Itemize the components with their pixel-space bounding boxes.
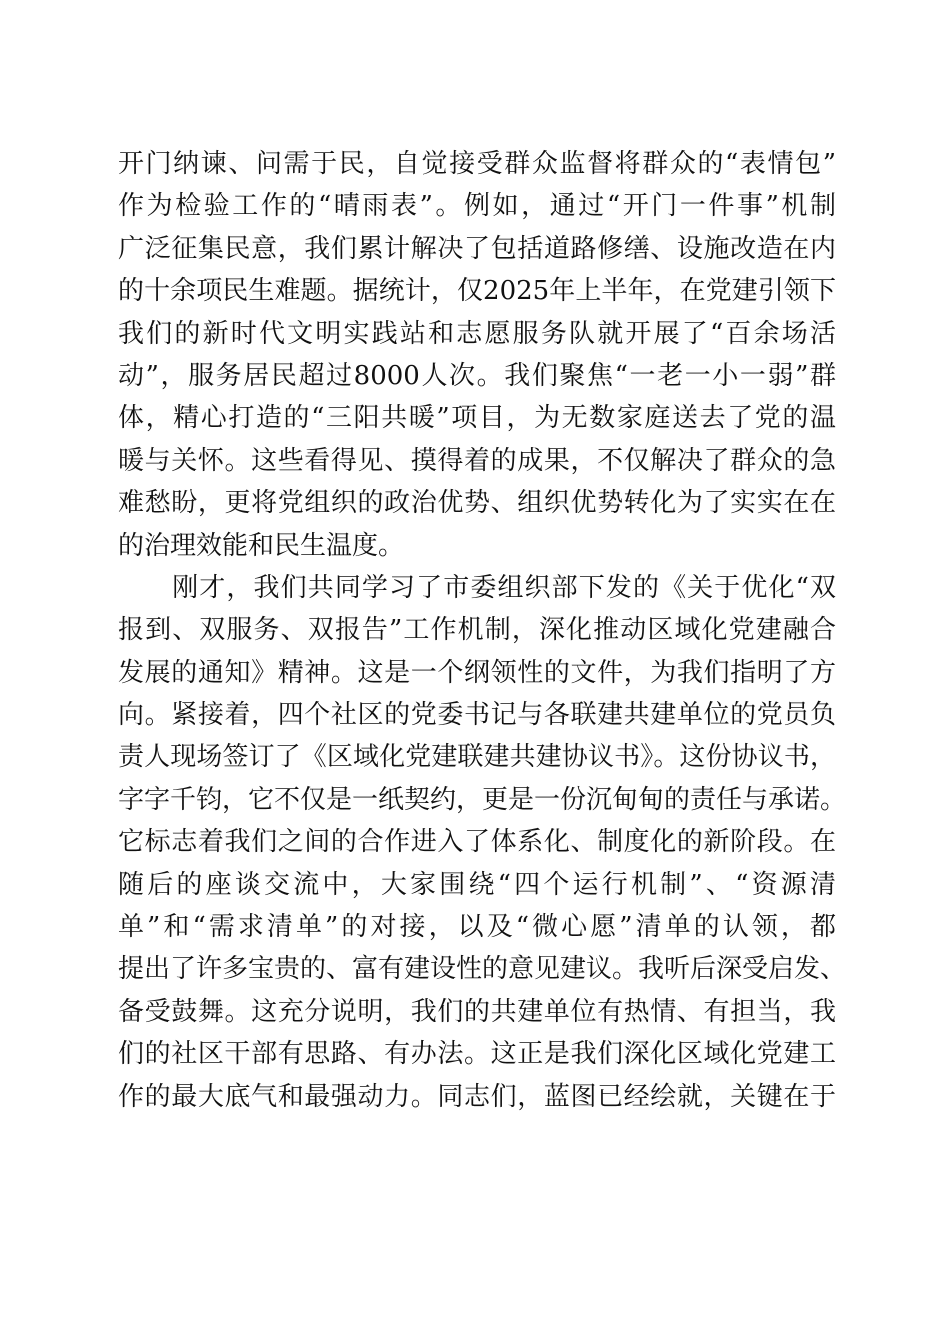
paragraph-line: 的十余项民生难题。据统计，仅2025年上半年，在党建引领下 — [118, 276, 836, 307]
paragraph-line: 刚才，我们共同学习了市委组织部下发的《关于优化“双 — [118, 572, 836, 603]
paragraph-line: 作为检验工作的“晴雨表”。例如，通过“开门一件事”机制 — [118, 191, 836, 222]
paragraph-line: 发展的通知》精神。这是一个纲领性的文件，为我们指明了方 — [118, 657, 836, 688]
document-body — [118, 143, 847, 1118]
paragraph-line: 向。紧接着，四个社区的党委书记与各联建共建单位的党员负 — [118, 700, 836, 731]
paragraph-line: 它标志着我们之间的合作进入了体系化、制度化的新阶段。在 — [118, 827, 836, 858]
paragraph-line: 单”和“需求清单”的对接，以及“微心愿”清单的认领，都 — [118, 912, 836, 943]
paragraph-2 — [118, 567, 847, 1118]
paragraph-line: 广泛征集民意，我们累计解决了包括道路修缮、设施改造在内 — [118, 233, 836, 264]
paragraph-line: 报到、双服务、双报告”工作机制，深化推动区域化党建融合 — [118, 615, 836, 646]
paragraph-line: 开门纳谏、问需于民，自觉接受群众监督将群众的“表情包” — [118, 149, 836, 179]
paragraph-line: 的治理效能和民生温度。 — [118, 530, 405, 561]
paragraph-line: 我们的新时代文明实践站和志愿服务队就开展了“百余场活 — [118, 318, 836, 349]
paragraph-1 — [118, 143, 836, 567]
paragraph-line: 体，精心打造的“三阳共暖”项目，为无数家庭送去了党的温 — [118, 403, 836, 434]
paragraph-line: 提出了许多宝贵的、富有建设性的意见建议。我听后深受启发、 — [118, 954, 847, 985]
paragraph-line: 们的社区干部有思路、有办法。这正是我们深化区域化党建工 — [118, 1039, 836, 1070]
paragraph-line: 动”，服务居民超过8000人次。我们聚焦“一老一小一弱”群 — [118, 360, 836, 391]
paragraph-line: 备受鼓舞。这充分说明，我们的共建单位有热情、有担当，我 — [118, 996, 836, 1027]
paragraph-line: 难愁盼，更将党组织的政治优势、组织优势转化为了实实在在 — [118, 488, 836, 519]
paragraph-line: 暖与关怀。这些看得见、摸得着的成果，不仅解决了群众的急 — [118, 445, 836, 476]
paragraph-line: 责人现场签订了《区域化党建联建共建协议书》。这份协议书， — [118, 742, 836, 773]
paragraph-line: 随后的座谈交流中，大家围绕“四个运行机制”、“资源清 — [118, 869, 836, 900]
paragraph-line: 字字千钧，它不仅是一纸契约，更是一份沉甸甸的责任与承诺。 — [118, 784, 847, 815]
paragraph-line: 作的最大底气和最强动力。同志们，蓝图已经绘就，关键在于 — [118, 1081, 836, 1112]
